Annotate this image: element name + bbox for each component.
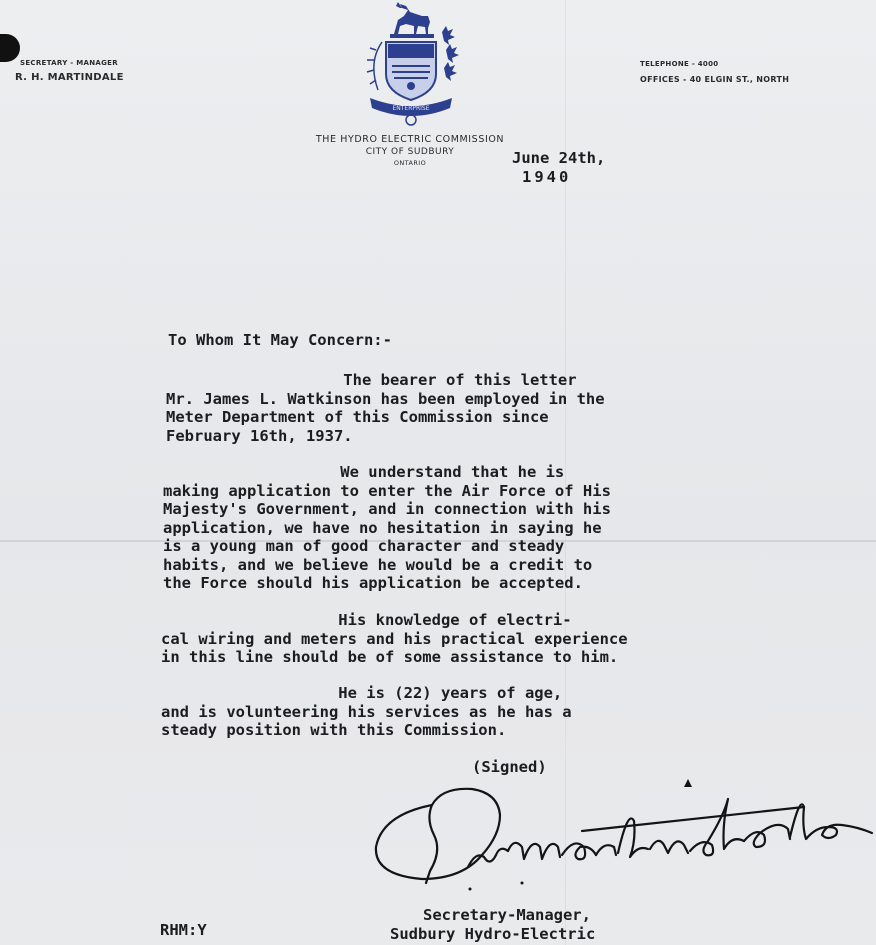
- body-paragraph: His knowledge of electri- cal wiring and meters and his practical experience in this line should be of some assistance to him.: [161, 611, 628, 666]
- typist-initials: RHM:Y: [160, 921, 207, 939]
- signer-title: Secretary-Manager,: [423, 906, 591, 924]
- body-paragraph: He is (22) years of age, and is volunteering his services as he has a steady position with this Commission.: [161, 684, 572, 739]
- crest-motto: ENTERPRISE: [392, 105, 430, 112]
- letterhead-offices: OFFICES - 40 ELGIN ST., NORTH: [640, 75, 790, 84]
- crest-icon: [356, 2, 466, 132]
- letterhead-province: ONTARIO: [393, 159, 427, 167]
- letterhead-telephone: TELEPHONE - 4000: [640, 60, 719, 68]
- moose-icon: [394, 2, 430, 34]
- signer-organization: Sudbury Hydro-Electric: [390, 925, 596, 943]
- punch-hole: [0, 34, 20, 62]
- letterhead-secretary-name: R. H. MARTINDALE: [15, 72, 124, 83]
- handwritten-signature: [372, 775, 876, 895]
- body-paragraph: The bearer of this letter Mr. James L. Watkinson has been employed in the Meter Department of this Commission since February 16th, 1937.: [166, 371, 605, 445]
- date-line: June 24th,: [512, 149, 606, 167]
- letterhead-secretary-title: SECRETARY - MANAGER: [20, 59, 118, 67]
- letterhead-city: CITY OF SUDBURY: [365, 147, 455, 157]
- body-paragraph: We understand that he is making application to enter the Air Force of His Majesty's Government, and in connection with his application, we have no hesitation in saying he is a young man of good character and steady habits, and we believe he would be a credit to the Force should his application be accepted.: [163, 463, 611, 592]
- salutation: To Whom It May Concern:-: [168, 331, 392, 349]
- date-year: 1940: [522, 168, 572, 186]
- letterhead-organization: THE HYDRO ELECTRIC COMMISSION: [315, 134, 505, 145]
- signed-label: (Signed): [472, 758, 547, 776]
